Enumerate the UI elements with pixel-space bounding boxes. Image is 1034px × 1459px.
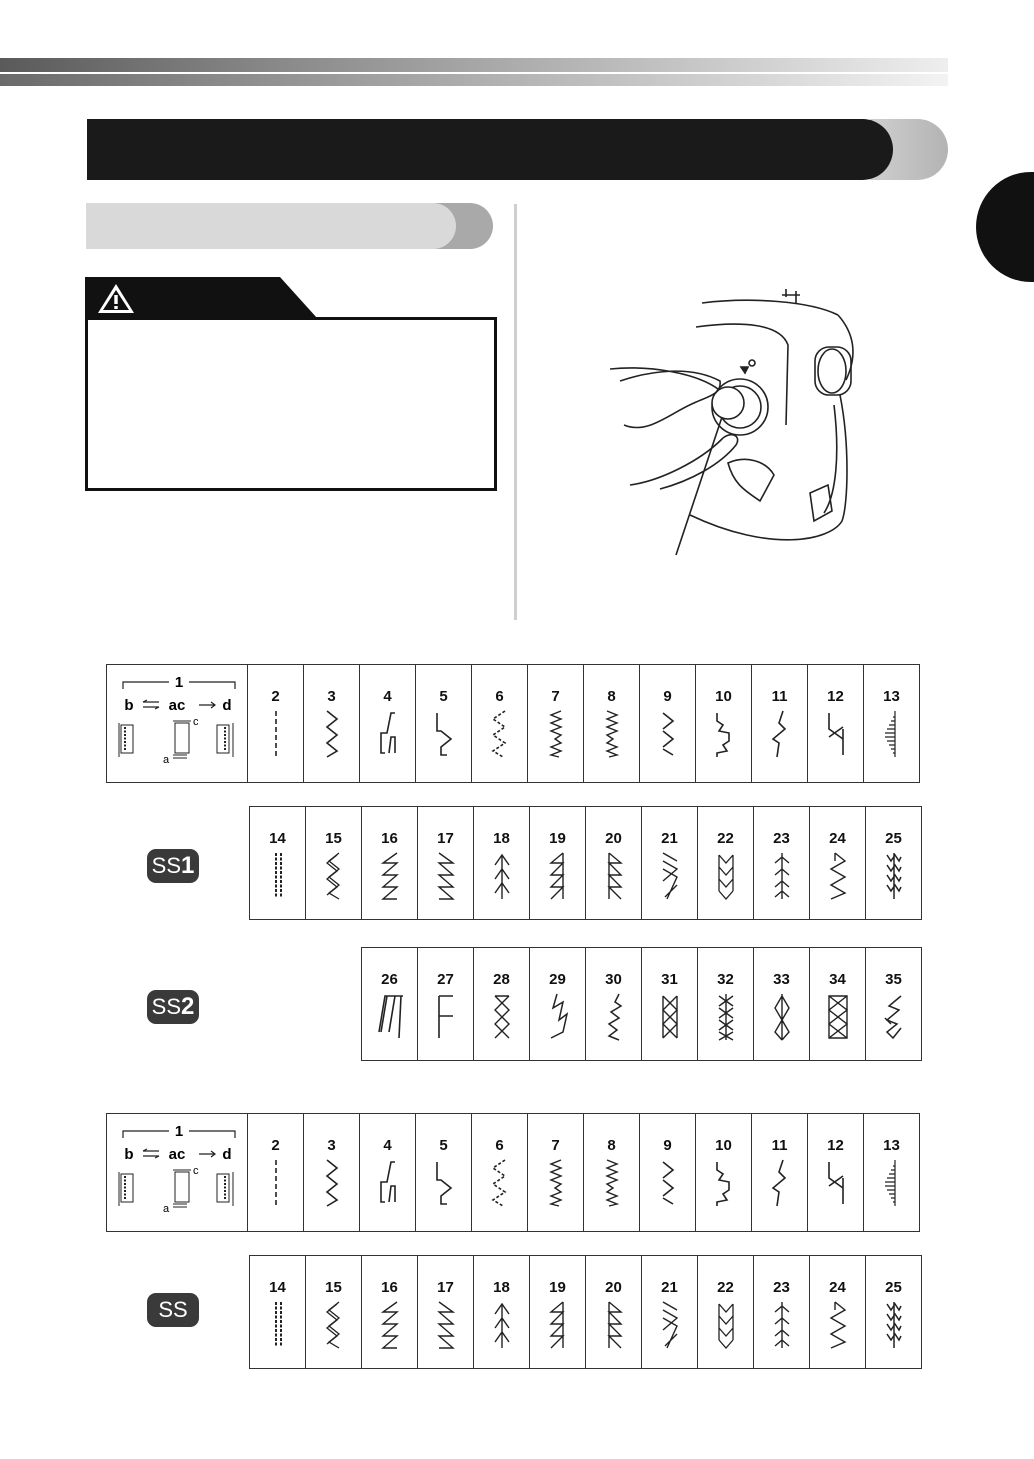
stitch-cell [698,1256,754,1369]
stitch-cell [866,1256,922,1369]
stitch-cell [360,665,416,783]
stitch-number: 31 [661,971,678,988]
stitch-cell [866,807,922,920]
stitch-number: 10 [715,688,732,705]
stitch-cell [752,665,808,783]
stitch-cell [530,948,586,1061]
ss2-badge: SS2 [147,990,199,1024]
svg-text:b: b [124,1146,134,1163]
stitch-table-c [361,947,922,1061]
svg-text:b: b [124,697,134,714]
stitch-cell [754,948,810,1061]
stitch-cell [586,807,642,920]
stitch-table-e [249,1255,922,1369]
svg-text:c: c [193,1165,199,1177]
stitch-cell [306,1256,362,1369]
stitch-number: 29 [549,971,566,988]
ss1-badge: SS1 [147,849,199,883]
stitch-number: 4 [383,1137,392,1154]
stitch-number: 25 [885,1279,902,1296]
stitch-cell [362,807,418,920]
machine-dial-illustration [610,285,880,585]
stitch-cell [808,1114,864,1232]
stitch-number: 2 [271,688,280,705]
stitch-cell [472,1114,528,1232]
stitch-number: 21 [661,830,678,847]
straight-stitch-positions-cell [107,1114,248,1232]
stitch-cell [362,1256,418,1369]
stitch-cell [306,807,362,920]
stitch-number: 16 [381,1279,398,1296]
stitch-cell [864,1114,920,1232]
section-title-bar [87,119,893,180]
stitch-cell [530,1256,586,1369]
stitch-cell [584,665,640,783]
stitch-number: 20 [605,1279,622,1296]
stitch-number-1: 1 [174,674,184,691]
stitch-number: 22 [717,830,734,847]
stitch-number: 3 [327,1137,336,1154]
stitch-cell [530,807,586,920]
stitch-cell [360,1114,416,1232]
svg-text:d: d [222,1146,232,1163]
stitch-number: 7 [551,1137,560,1154]
stitch-cell [474,948,530,1061]
stitch-cell [418,807,474,920]
stitch-number: 25 [885,830,902,847]
stitch-cell [698,948,754,1061]
stitch-number: 23 [773,830,790,847]
svg-text:ac: ac [168,697,186,714]
stitch-cell [810,807,866,920]
stitch-number: 6 [495,1137,504,1154]
warning-box [85,317,497,491]
stitch-number: 33 [773,971,790,988]
stitch-number: 11 [771,1137,788,1154]
stitch-number: 17 [437,1279,454,1296]
stitch-cell [642,948,698,1061]
stitch-number: 6 [495,688,504,705]
stitch-number: 8 [607,1137,616,1154]
stitch-cell [864,665,920,783]
stitch-cell [810,948,866,1061]
stitch-number: 20 [605,830,622,847]
stitch-cell [752,1114,808,1232]
stitch-number: 21 [661,1279,678,1296]
stitch-cell [808,665,864,783]
stitch-cell [586,948,642,1061]
column-divider [514,204,517,620]
stitch-number: 24 [829,830,846,847]
stitch-number: 24 [829,1279,846,1296]
stitch-number: 30 [605,971,622,988]
stitch-number: 12 [827,1137,844,1154]
stitch-cell [472,665,528,783]
ss-badge: SS [147,1293,199,1327]
warning-label [85,277,317,318]
stitch-number: 18 [493,1279,510,1296]
stitch-cell [304,665,360,783]
stitch-number: 13 [883,1137,900,1154]
svg-text:c: c [193,716,199,728]
stitch-cell [640,1114,696,1232]
stitch-table-a [106,664,920,783]
stitch-cell [416,665,472,783]
stitch-number: 34 [829,971,846,988]
stitch-number: 19 [549,1279,566,1296]
stitch-cell [250,807,306,920]
stitch-cell [528,665,584,783]
stitch-number: 22 [717,1279,734,1296]
stitch-number: 5 [439,1137,448,1154]
header-stripes [0,58,948,88]
stitch-number: 7 [551,688,560,705]
stitch-number: 8 [607,688,616,705]
svg-text:ac: ac [168,1146,186,1163]
stitch-cell [810,1256,866,1369]
stitch-number: 13 [883,688,900,705]
stitch-number: 19 [549,830,566,847]
stitch-number: 35 [885,971,902,988]
svg-text:a: a [163,754,170,766]
stitch-number: 5 [439,688,448,705]
stitch-cell [698,807,754,920]
stitch-cell [866,948,922,1061]
stitch-number: 28 [493,971,510,988]
stitch-cell [642,807,698,920]
stitch-table-b [249,806,922,920]
svg-text:d: d [222,697,232,714]
stitch-number: 15 [325,830,342,847]
stitch-cell [304,1114,360,1232]
svg-text:a: a [163,1203,170,1215]
stitch-number: 26 [381,971,398,988]
stitch-number: 16 [381,830,398,847]
stitch-cell [584,1114,640,1232]
stitch-cell [696,1114,752,1232]
stitch-cell [250,1256,306,1369]
stitch-cell [248,1114,304,1232]
stitch-cell [586,1256,642,1369]
stitch-cell [696,665,752,783]
stitch-cell [474,1256,530,1369]
stitch-table-d [106,1113,920,1232]
stitch-cell [418,948,474,1061]
stitch-number-1: 1 [174,1123,184,1140]
stitch-number: 9 [663,1137,672,1154]
stitch-number: 3 [327,688,336,705]
stitch-number: 18 [493,830,510,847]
stitch-number: 32 [717,971,734,988]
stitch-cell [754,1256,810,1369]
stitch-cell [528,1114,584,1232]
stitch-number: 9 [663,688,672,705]
stitch-number: 23 [773,1279,790,1296]
stitch-number: 4 [383,688,392,705]
stitch-number: 12 [827,688,844,705]
stitch-cell [640,665,696,783]
stitch-cell [362,948,418,1061]
stitch-cell [418,1256,474,1369]
stitch-number: 2 [271,1137,280,1154]
stitch-cell [416,1114,472,1232]
stitch-cell [642,1256,698,1369]
stitch-number: 10 [715,1137,732,1154]
stitch-number: 17 [437,830,454,847]
stitch-number: 15 [325,1279,342,1296]
straight-stitch-positions-cell [107,665,248,783]
subsection-bar [86,203,456,249]
stitch-number: 11 [771,688,788,705]
stitch-number: 14 [269,1279,286,1296]
stitch-number: 27 [437,971,454,988]
stitch-cell [474,807,530,920]
chapter-tab [976,172,1034,282]
stitch-cell [754,807,810,920]
stitch-number: 14 [269,830,286,847]
stitch-cell [248,665,304,783]
